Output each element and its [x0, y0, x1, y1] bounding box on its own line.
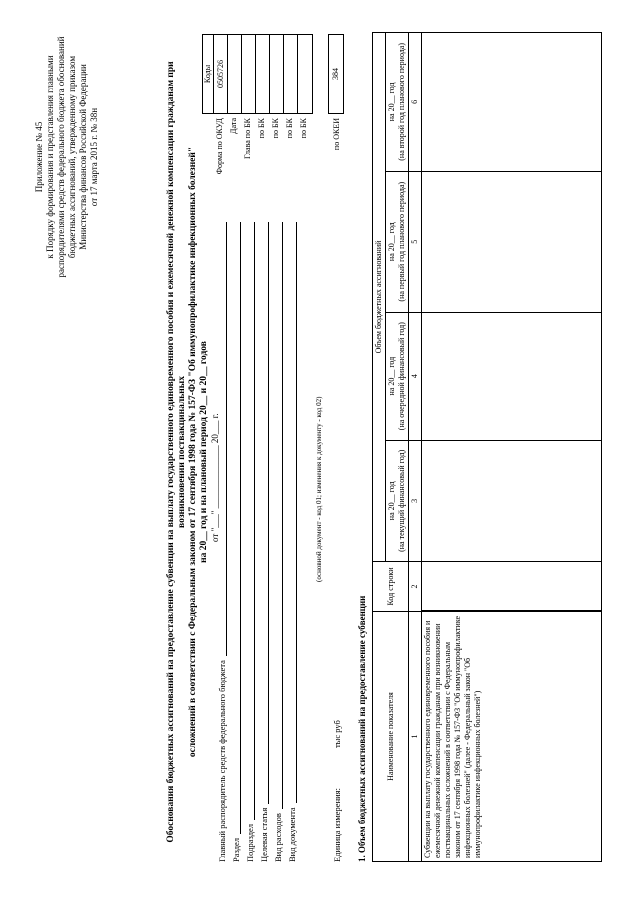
value-cell-plan-year-2[interactable] [422, 33, 602, 172]
field-line[interactable] [231, 222, 241, 834]
field-section[interactable] [227, 222, 241, 862]
field-line[interactable] [217, 222, 227, 656]
field-label: Целевая статья [259, 807, 269, 862]
section-title: 1. Объем бюджетных ассигнований на предоставление субвенции [357, 595, 367, 862]
unit-value: тыс руб [332, 720, 342, 749]
col-number: 2 [409, 562, 422, 612]
code-cell-okud[interactable]: 0505726 [214, 35, 228, 113]
col-header-name: Наименование показателя [373, 612, 409, 862]
col-number: 6 [409, 33, 422, 172]
field-label: Вид документа [287, 807, 297, 862]
field-label: Подраздел [245, 823, 255, 862]
col-header-code: Код строки [373, 562, 409, 612]
code-label: Дата [229, 118, 238, 134]
col-header-next-year: на 20__ год (на очередной финансовый год) [386, 312, 409, 440]
col-header-plan-year-1: на 20__ год (на первый год планового периода) [386, 171, 409, 312]
appendix-line: Министерства финансов Российской Федерации [78, 64, 88, 250]
unit-row [332, 720, 342, 862]
field-main-distributor[interactable] [213, 222, 227, 862]
col-header-current-year: на 20__ год (на текущий финансовый год) [386, 440, 409, 561]
okei-label: по ОКЕИ [332, 118, 341, 151]
code-labels [213, 118, 311, 202]
col-number: 4 [409, 312, 422, 440]
value-cell-next-year[interactable] [422, 312, 602, 440]
code-cell-bk[interactable] [284, 35, 298, 113]
field-label: Раздел [231, 837, 241, 862]
title-line-3: на 20__ год и на плановый период 20__ и 20__ годов [199, 341, 209, 563]
field-line[interactable] [273, 222, 283, 809]
date-line: от "___" ______________ 20___ г. [210, 413, 220, 542]
okei-value: 384 [328, 34, 344, 114]
code-cell-bk[interactable] [256, 35, 270, 113]
value-cell-current-year[interactable] [422, 440, 602, 561]
field-document-type[interactable] [283, 222, 297, 862]
field-expense-type[interactable] [269, 222, 283, 862]
col-number: 5 [409, 171, 422, 312]
appendix-header [34, 22, 100, 292]
col-number: 3 [409, 440, 422, 561]
field-label: Главный распорядитель средств федерального бюджета [217, 660, 227, 862]
value-cell-plan-year-1[interactable] [422, 171, 602, 312]
code-cell-bk[interactable] [298, 35, 312, 113]
appendix-line: бюджетных ассигнований, утвержденному приказом [67, 55, 77, 259]
code-cell-bk[interactable] [270, 35, 284, 113]
codes-box [202, 34, 313, 114]
appendix-line: от 17 марта 2015 г. № 38н [89, 107, 99, 207]
document-title [166, 42, 210, 862]
codes-header: Коды [203, 35, 214, 113]
document-type-hint: (основной документ - код 01; изменения к документу - код 02) [315, 396, 323, 582]
title-line-1: Обоснования бюджетных ассигнований на предоставление субвенции на выплату государственного единовременного пособия и ежемесячной денежной компенсации гражданам при возникновении поствакцинальных [166, 61, 187, 843]
code-cell-glava[interactable] [242, 35, 256, 113]
header-fields [213, 222, 297, 862]
row-indicator-name: Субвенции на выплату государственного единовременного пособия и ежемесячной денежной компенсации гражданам при возникновении поствакцинальных осложнений в соответствии с Федеральным законом от 17 сентября 1998 года № 157-ФЗ "Об иммунопрофилактике инфекционных болезней" (далее - Федеральный закон "Об иммунопрофилактике инфекционных болезней") [422, 612, 602, 862]
appendix-line: Приложение № 45 [34, 121, 44, 193]
code-label: по БК [271, 118, 280, 139]
unit-label: Единица измерения: [332, 788, 342, 862]
code-label: по БК [285, 118, 294, 139]
title-line-2: осложнений в соответствии с Федеральным законом от 17 сентября 1998 года № 157-ФЗ "Об иммунопрофилактике инфекционных болезней" [188, 146, 198, 758]
table-row [422, 33, 602, 862]
code-label: Глава по БК [243, 118, 252, 159]
field-subsection[interactable] [241, 222, 255, 862]
field-target-article[interactable] [255, 222, 269, 862]
code-cell-date[interactable] [228, 35, 242, 113]
code-label: по БК [257, 118, 266, 139]
field-label: Вид расходов [273, 813, 283, 862]
code-label: Форма по ОКУД [215, 118, 224, 175]
appendix-line: распорядителями средств федерального бюджета обоснований [56, 36, 66, 278]
code-label: по БК [299, 118, 308, 139]
field-line[interactable] [259, 222, 269, 804]
appendix-line: к Порядку формирования и представления главными [45, 55, 55, 259]
field-line[interactable] [287, 222, 297, 803]
row-code-cell[interactable] [422, 562, 602, 612]
allocations-table [372, 32, 602, 862]
col-header-group: Объем бюджетных ассигнований [373, 33, 386, 562]
col-number: 1 [409, 612, 422, 862]
field-line[interactable] [245, 222, 255, 820]
document-page [20, 12, 620, 892]
col-header-plan-year-2: на 20__ год (на второй год планового периода) [386, 33, 409, 172]
